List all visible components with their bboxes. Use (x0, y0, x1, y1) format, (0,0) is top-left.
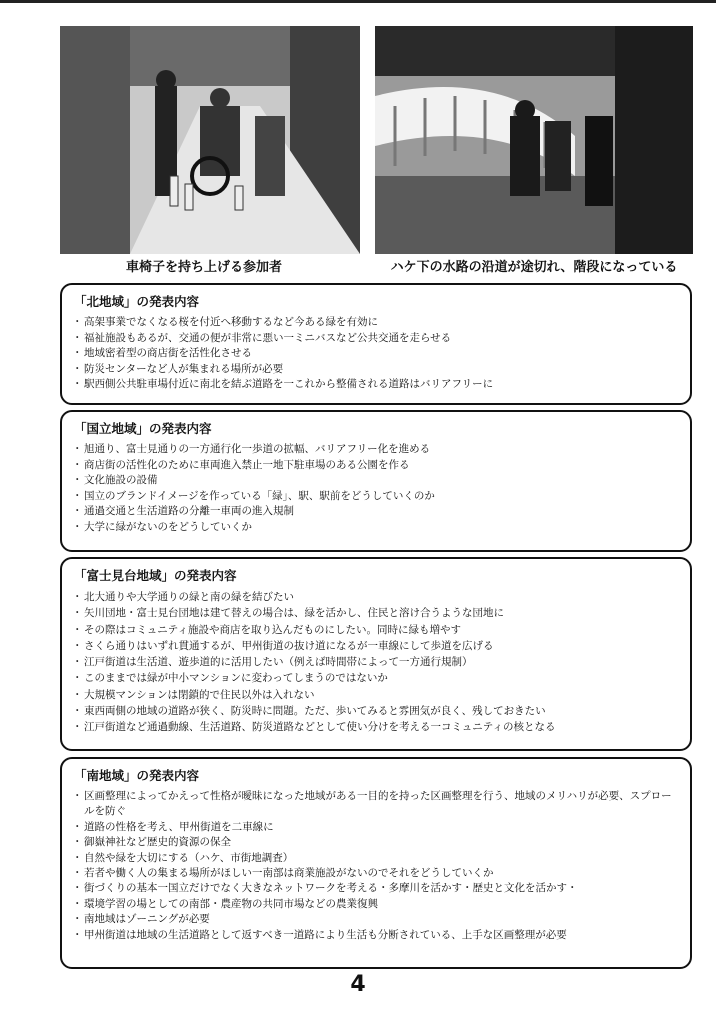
photo-caption-right: ハケ下の水路の沿道が途切れ、階段になっている (390, 260, 678, 275)
section-list (74, 315, 678, 393)
section-fujimidai (60, 557, 692, 751)
section-kunitachi (60, 410, 692, 552)
list-item: ・ このままでは緑が中小マンションに変わってしまうのではないか (74, 670, 678, 686)
section-title: 「国立地域」の発表内容 (74, 421, 212, 436)
list-item: ・ 駅西側公共駐車場付近に南北を結ぶ道路を一これから整備される道路はバリアフリーに (74, 377, 678, 393)
list-item: ・ その際はコミュニティ施設や商店を取り込んだものにしたい。同時に緑も増やす (74, 622, 678, 638)
list-item: ・ 江戸街道は生活道、遊歩道的に活用したい（例えば時間帯によって一方通行規制） (74, 654, 678, 670)
list-item: ・ 通過交通と生活道路の分離一車両の進入規制 (74, 504, 678, 520)
photo-wheelchair-participants (60, 26, 360, 254)
list-item: ・ 大学に緑がないのをどうしていくか (74, 520, 678, 536)
section-list (74, 789, 678, 943)
list-item: ・ 旭通り、富士見通りの一方通行化一歩道の拡幅、バリアフリー化を進める (74, 442, 678, 458)
list-item: ・ 自然や緑を大切にする（ハケ、市街地調査） (74, 851, 678, 866)
list-item: ・ 国立のブランドイメージを作っている「緑」、駅、駅前をどうしていくのか (74, 489, 678, 505)
list-item: ・ 区画整理によってかえって性格が曖昧になった地域がある一目的を持った区画整理を行う、地域のメリハリが必要、スプロールを防ぐ (74, 789, 678, 820)
top-rule (0, 0, 716, 3)
list-item: ・ 防災センターなど人が集まれる場所が必要 (74, 362, 678, 378)
list-item: ・ 環境学習の場としての南部・農産物の共同市場などの農業復興 (74, 897, 678, 912)
list-item: ・ 矢川団地・富士見台団地は建て替えの場合は、緑を活かし、住民と溶け合うような団地に (74, 605, 678, 621)
list-item: ・ 高架事業でなくなる桜を付近へ移動するなど今ある緑を有効に (74, 315, 678, 331)
list-item: ・ 御嶽神社など歴史的資源の保全 (74, 835, 678, 850)
list-item: ・ 街づくりの基本一国立だけでなく大きなネットワークを考える・多摩川を活かす・歴史と文化を活かす・ (74, 881, 678, 896)
list-item: ・ 南地域はゾーニングが必要 (74, 912, 678, 927)
list-item: ・ 大規模マンションは閉鎖的で住民以外は入れない (74, 687, 678, 703)
list-item: ・ 江戸街道など通過動線、生活道路、防災道路などとして使い分けを考える一コミュニティの核となる (74, 719, 678, 735)
list-item: ・ 商店街の活性化のために車両進入禁止一地下駐車場のある公園を作る (74, 458, 678, 474)
list-item: ・ 文化施設の設備 (74, 473, 678, 489)
photo-caption-left: 車椅子を持ち上げる参加者 (126, 260, 283, 275)
list-item: ・ 若者や働く人の集まる場所がほしい一南部は商業施設がないのでそれをどうしていくか (74, 866, 678, 881)
section-list (74, 442, 678, 535)
list-item: ・ 東西両側の地域の道路が狭く、防災時に問題。ただ、歩いてみると雰囲気が良く、残しておきたい (74, 703, 678, 719)
list-item: ・ 甲州街道は地域の生活道路として返すべき一道路により生活も分断されている、上手な区画整理が必要 (74, 928, 678, 943)
list-item: ・ 地域密着型の商店街を活性化させる (74, 346, 678, 362)
section-list (74, 589, 678, 736)
list-item: ・ 北大通りや大学通りの緑と南の緑を結びたい (74, 589, 678, 605)
list-item: ・ 福祉施設もあるが、交通の便が非常に悪い一ミニバスなど公共交通を走らせる (74, 331, 678, 347)
list-item: ・ さくら通りはいずれ貫通するが、甲州街道の抜け道になるが一車線にして歩道を広げる (74, 638, 678, 654)
section-north (60, 283, 692, 405)
section-title: 「富士見台地域」の発表内容 (74, 568, 237, 583)
section-title: 「南地域」の発表内容 (74, 768, 200, 783)
photo-waterway-stairs (375, 26, 693, 254)
page-number: 4 (350, 972, 366, 997)
list-item: ・ 道路の性格を考え、甲州街道を二車線に (74, 820, 678, 835)
section-south (60, 757, 692, 969)
section-title: 「北地域」の発表内容 (74, 294, 200, 309)
